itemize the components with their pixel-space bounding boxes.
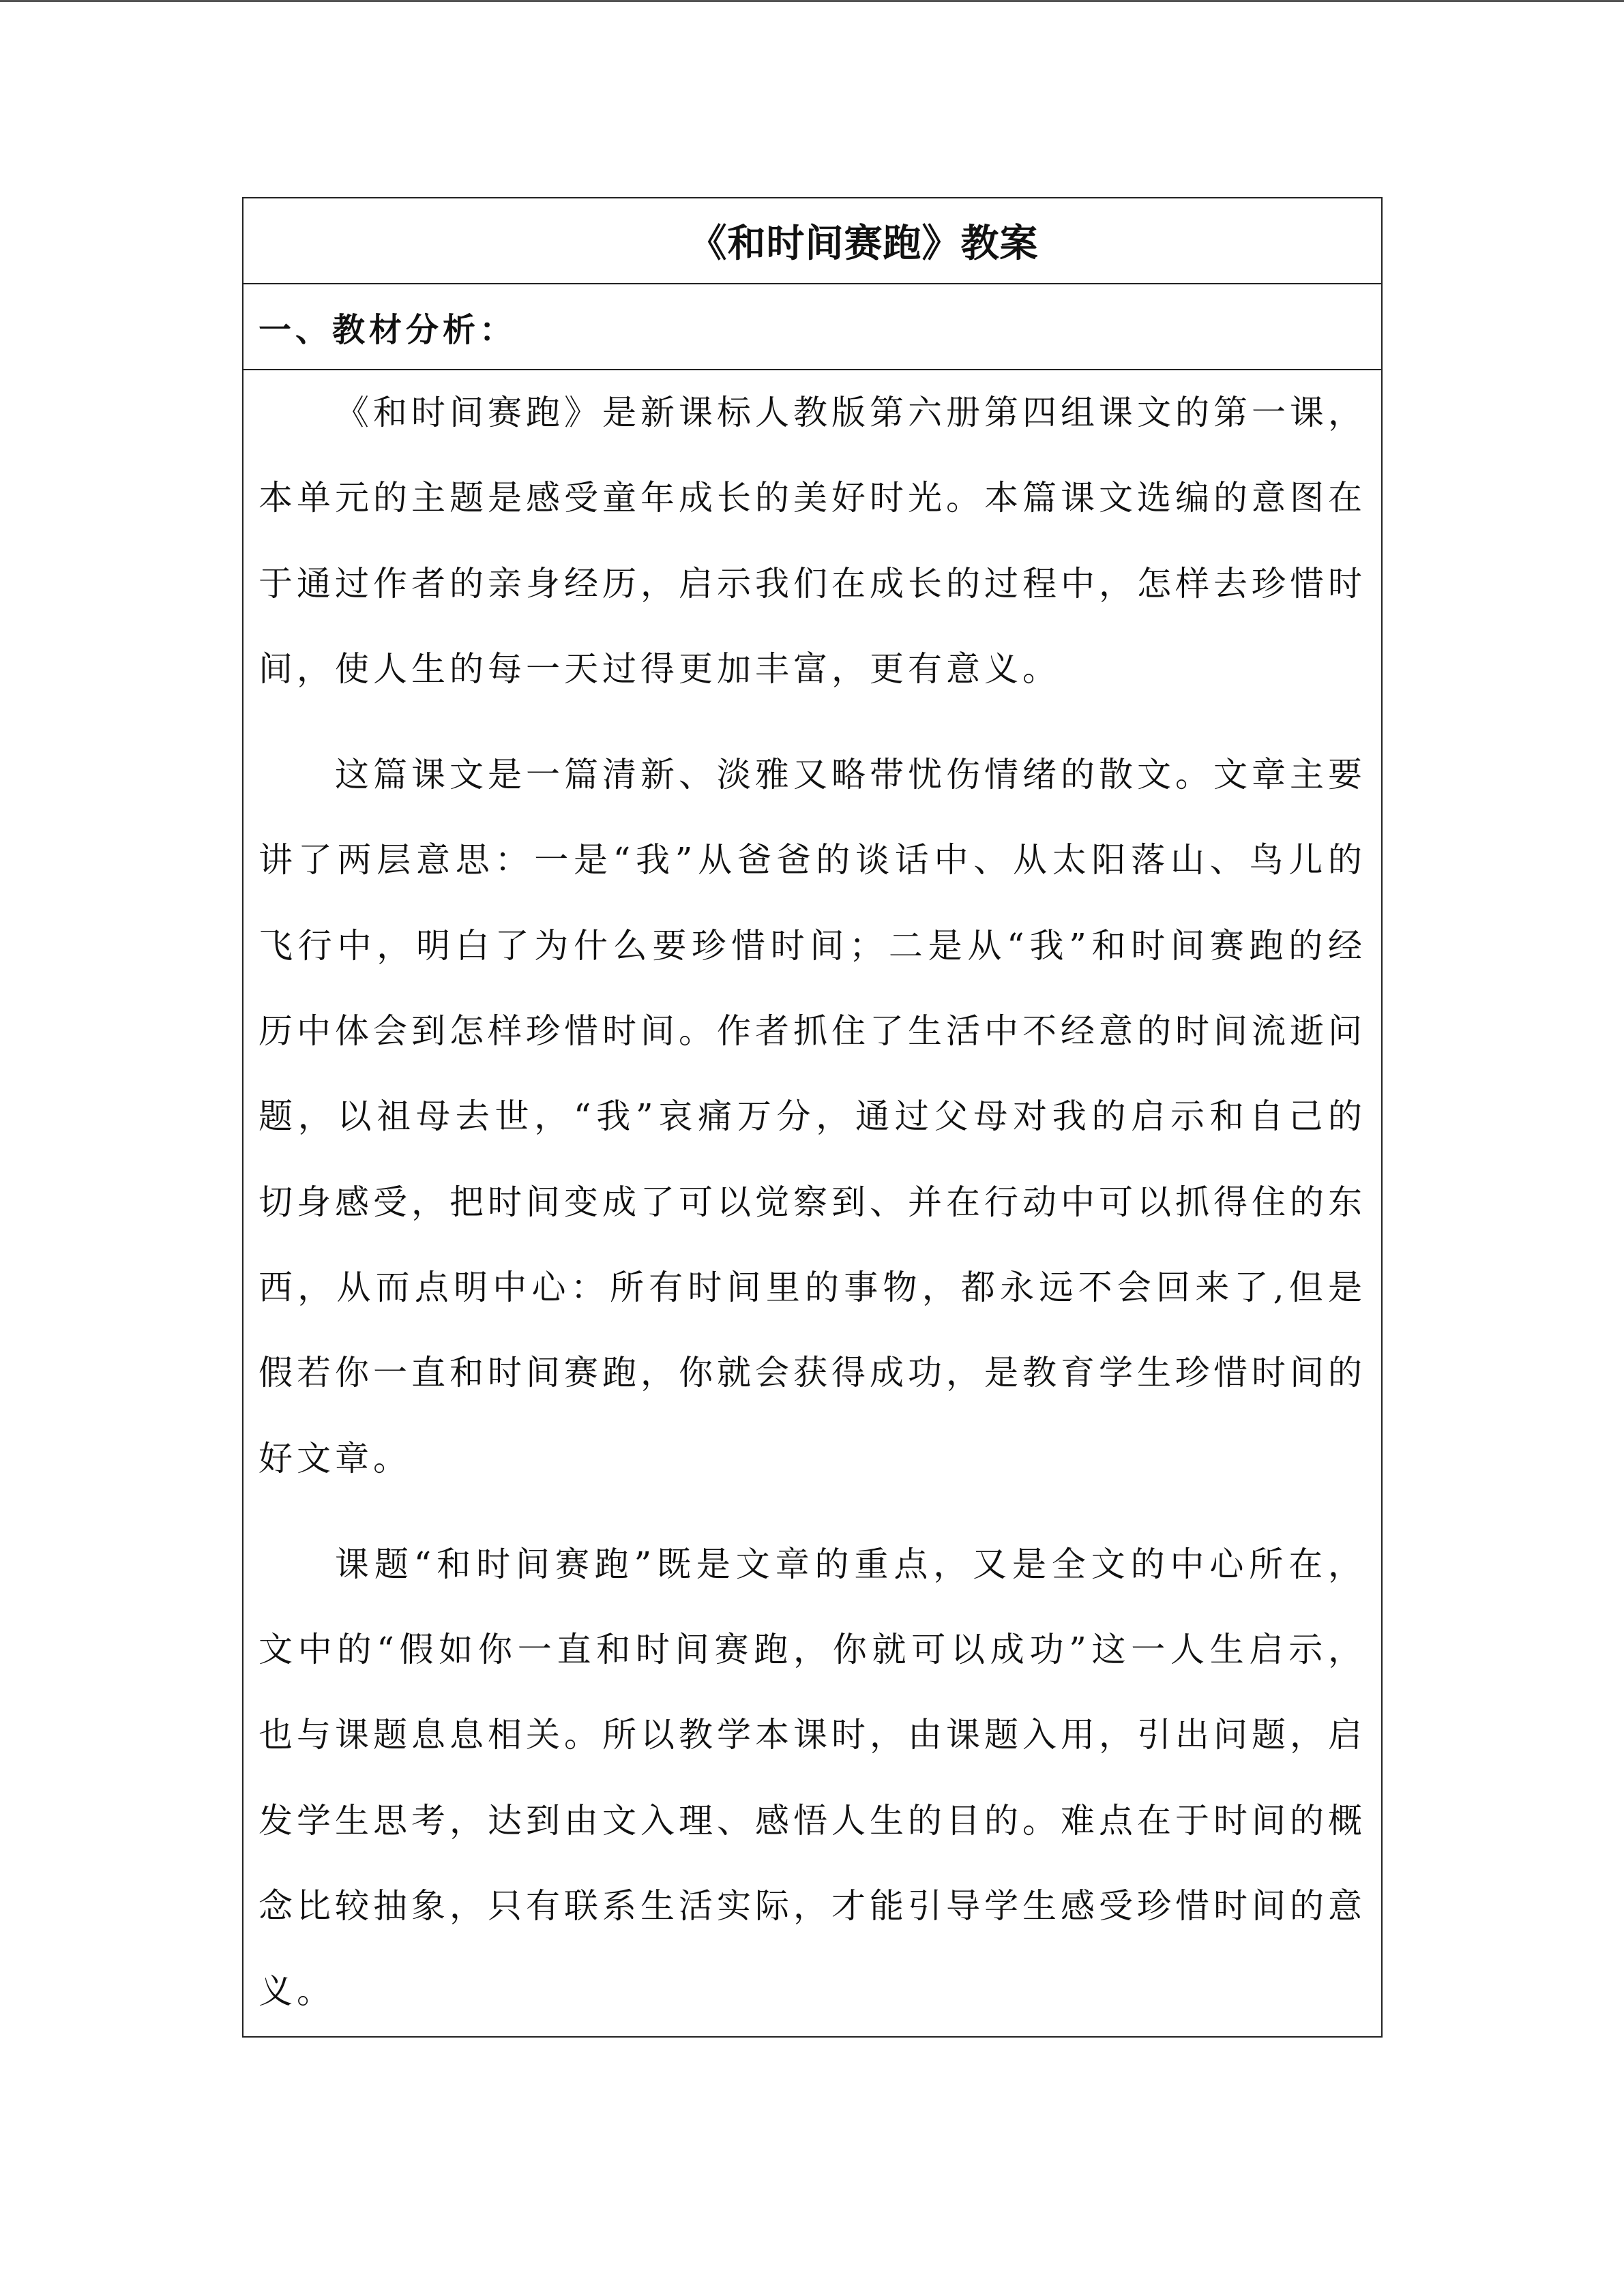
paragraph-2: 这篇课文是一篇清新、淡雅又略带忧伤情绪的散文。文章主要讲了两层意思：一是“我”从爸爸的谈话中、从太阳落山、鸟儿的飞行中，明白了为什么要珍惜时间；二是从“我”和时间赛跑的经历中体会到怎样珍惜时间。作者抓住了生活中不经意的时间流逝问题，以祖母去世，“我”哀痛万分，通过父母对我的启示和自己的切身感受，把时间变成了可以觉察到、并在行动中可以抓得住的东西，从而点明中心：所有时间里的事物，都永远不会回来了,但是假若你一直和时间赛跑，你就会获得成功，是教育学生珍惜时间的好文章。 [259,755,1366,1478]
paragraph-3: 课题“和时间赛跑”既是文章的重点，又是全文的中心所在，文中的“假如你一直和时间赛跑，你就可以成功”这一人生启示，也与课题息息相关。所以教学本课时，由课题入用，引出问题，启发学生思考，达到由文入理、感悟人生的目的。难点在于时间的概念比较抽象，只有联系生活实际，才能引导学生感受珍惜时间的意义。 [259,1544,1366,2012]
body-row [243,370,1381,2036]
document-title: 《和时间赛跑》教案 [688,222,1039,266]
lesson-plan-table [242,197,1383,2038]
page-top-rule [0,0,1624,2]
section-heading: 一、教材分析： [259,310,517,349]
section-heading-row [243,284,1381,370]
title-row [243,198,1381,284]
paragraph-1: 《和时间赛跑》是新课标人教版第六册第四组课文的第一课，本单元的主题是感受童年成长的美好时光。本篇课文选编的意图在于通过作者的亲身经历，启示我们在成长的过程中，怎样去珍惜时间，使人生的每一天过得更加丰富，更有意义。 [259,393,1366,689]
